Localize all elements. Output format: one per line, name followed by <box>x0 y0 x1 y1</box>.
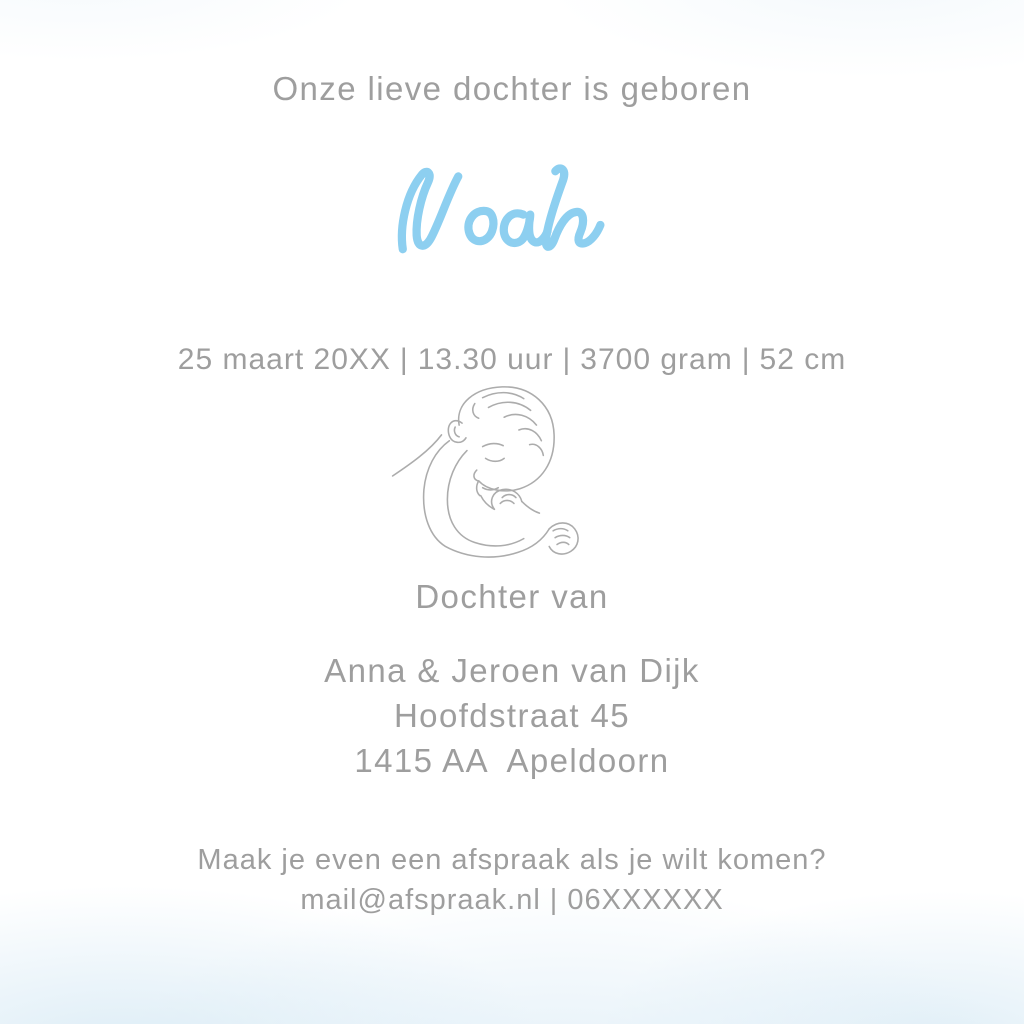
address-city: 1415 AA Apeldoorn <box>354 742 670 779</box>
sleeping-baby-illustration <box>385 382 640 568</box>
birth-details <box>0 343 1024 377</box>
baby-name-calligraphy <box>382 152 642 265</box>
birth-weight: 3700 gram <box>580 343 733 376</box>
birth-time: 13.30 uur <box>417 343 554 376</box>
parents-names: Anna & Jeroen van Dijk <box>324 652 700 689</box>
rsvp-block <box>0 840 1024 920</box>
birth-date: 25 maart 20XX <box>177 343 391 376</box>
sleeping-baby-line-art <box>385 382 640 568</box>
separator: | <box>562 343 572 376</box>
baby-name-script <box>382 152 642 265</box>
separator: | <box>549 884 559 916</box>
rsvp-text: Maak je even een afspraak als je wilt komen? <box>197 844 827 876</box>
relation-text: Dochter van <box>415 578 609 615</box>
parents-address-block <box>0 648 1024 783</box>
intro-text: Onze lieve dochter is geboren <box>272 70 752 107</box>
contact-phone: 06XXXXXX <box>567 884 724 916</box>
address-street: Hoofdstraat 45 <box>393 697 631 734</box>
separator: | <box>399 343 409 376</box>
contact-email: mail@afspraak.nl <box>300 884 541 916</box>
separator: | <box>741 343 751 376</box>
contact-line <box>0 880 1024 920</box>
birth-length: 52 cm <box>759 343 847 376</box>
